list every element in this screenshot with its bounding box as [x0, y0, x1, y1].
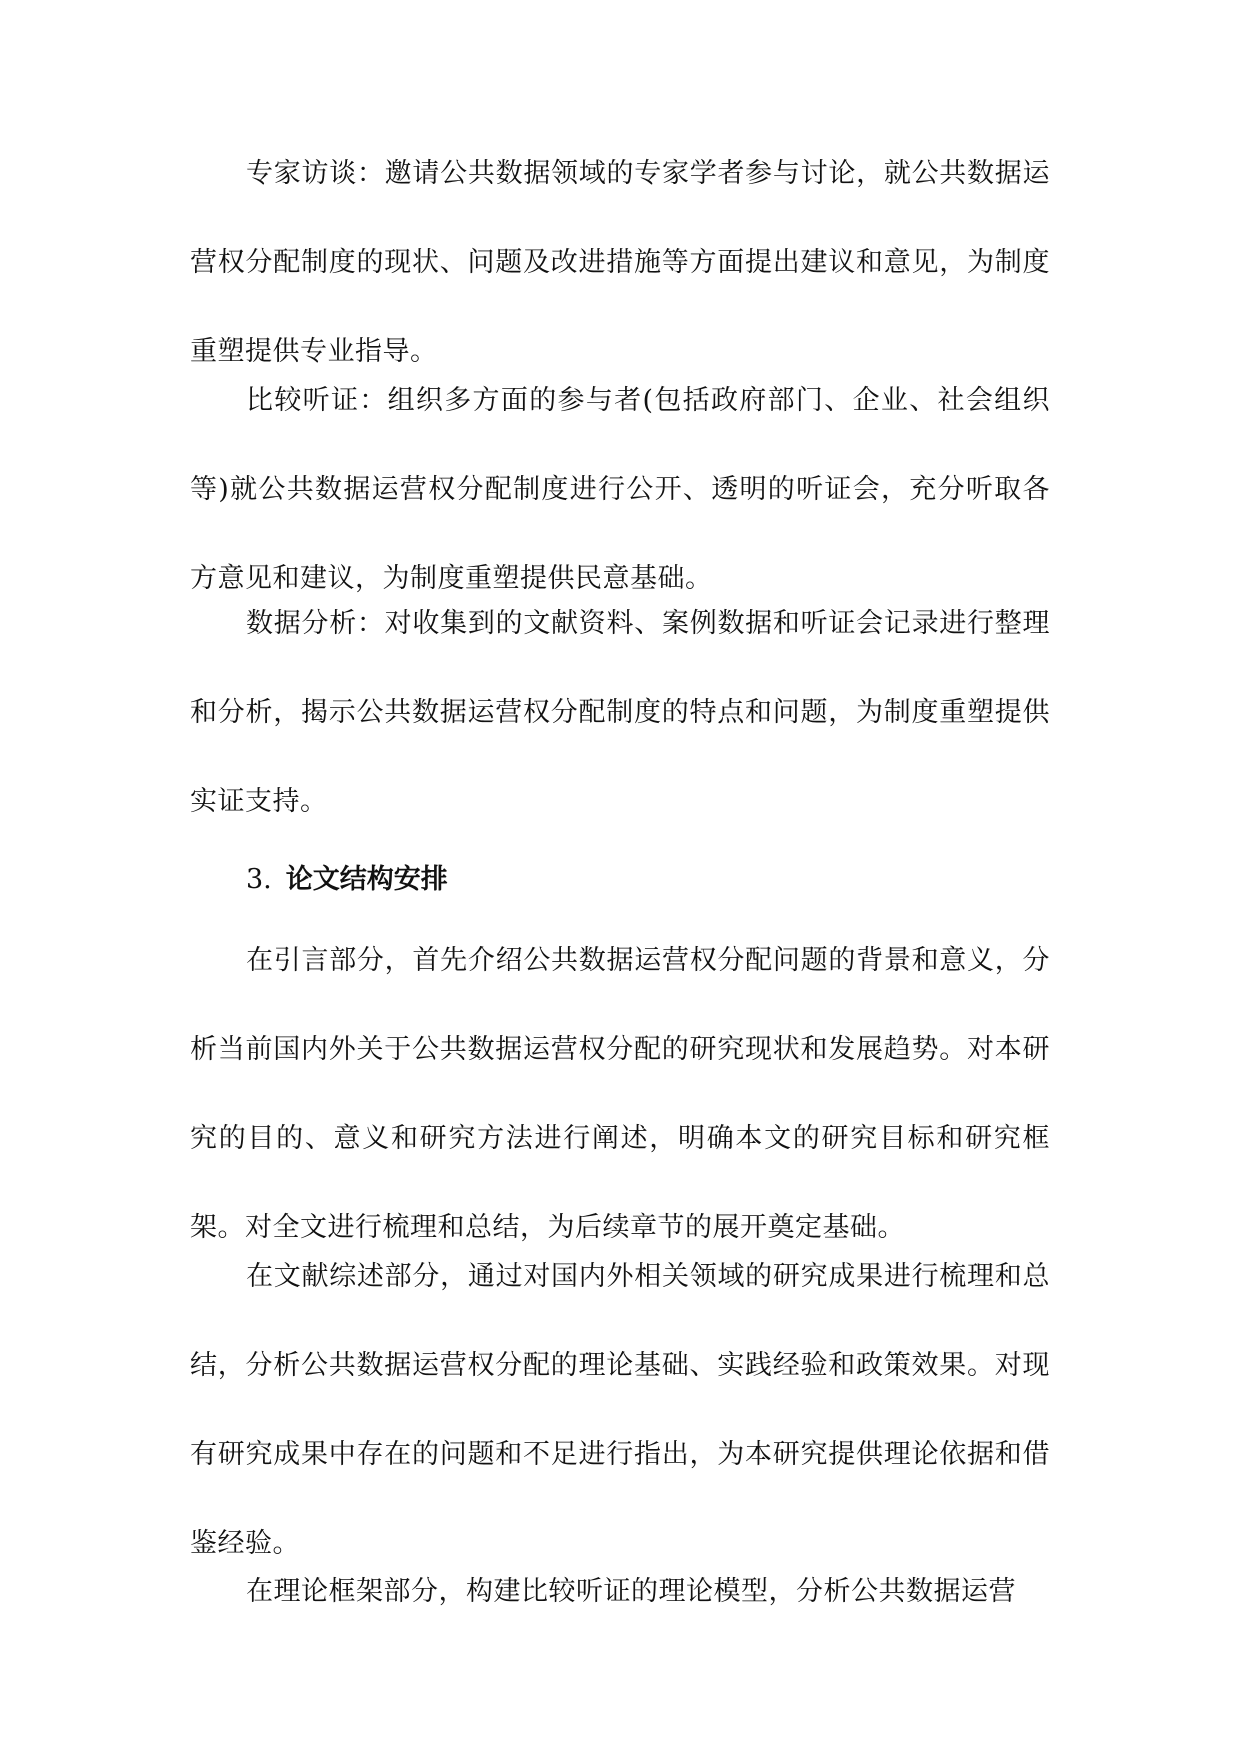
paragraph-theory-framework: 在理论框架部分，构建比较听证的理论模型，分析公共数据运营 — [246, 1576, 1016, 1607]
paragraph-literature-review: 在文献综述部分，通过对国内外相关领域的研究成果进行梳理和总结，分析公共数据运营权分配的理论基础、实践经验和政策效果。对现有研究成果中存在的问题和不足进行指出，为本研究提供理论依据和借鉴经验。 — [190, 1261, 1050, 1559]
section-heading — [246, 855, 448, 905]
paragraph-expert-interview: 专家访谈：邀请公共数据领域的专家学者参与讨论，就公共数据运营权分配制度的现状、问题及改进措施等方面提出建议和意见，为制度重塑提供专业指导。 — [190, 158, 1050, 367]
section-number: 3. — [246, 864, 272, 895]
paragraph-introduction: 在引言部分，首先介绍公共数据运营权分配问题的背景和意义，分析当前国内外关于公共数据运营权分配的研究现状和发展趋势。对本研究的目的、意义和研究方法进行阐述，明确本文的研究目标和研究框架。对全文进行梳理和总结，为后续章节的展开奠定基础。 — [190, 945, 1050, 1243]
section-title: 论文结构安排 — [285, 864, 448, 895]
paragraph-data-analysis: 数据分析：对收集到的文献资料、案例数据和听证会记录进行整理和分析，揭示公共数据运营权分配制度的特点和问题，为制度重塑提供实证支持。 — [190, 608, 1050, 817]
paragraph-comparative-hearing: 比较听证：组织多方面的参与者(包括政府部门、企业、社会组织等)就公共数据运营权分配制度进行公开、透明的听证会，充分听取各方意见和建议，为制度重塑提供民意基础。 — [190, 385, 1050, 594]
